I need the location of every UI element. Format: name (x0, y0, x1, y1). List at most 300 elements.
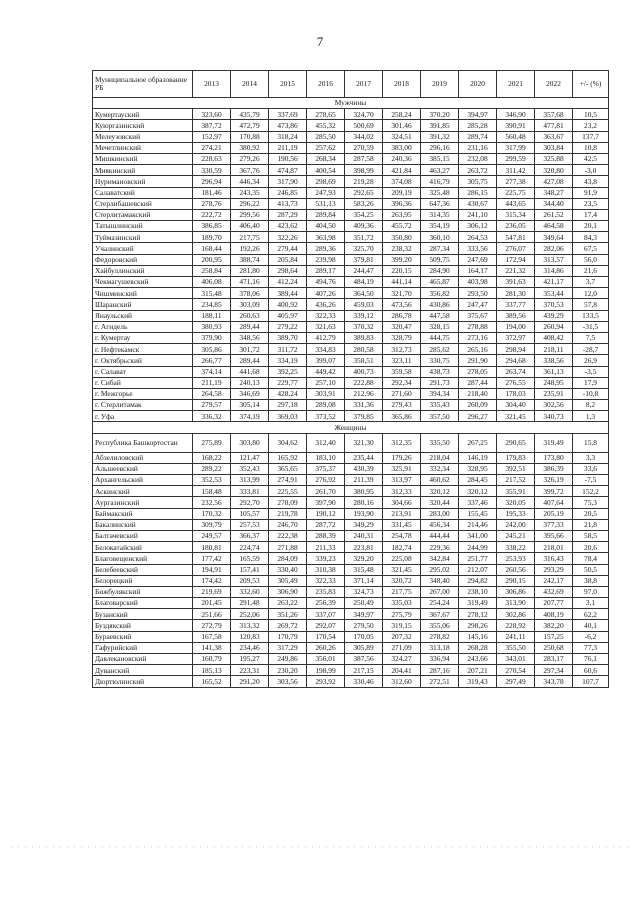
municipality-name: Абзелиловский (93, 452, 193, 463)
change-percent-cell: -31,5 (573, 321, 609, 332)
year-value-cell: 380,95 (345, 486, 383, 497)
year-value-cell: 286,15 (459, 187, 497, 198)
municipality-name: Мечетлинский (93, 142, 193, 153)
table-row (93, 530, 609, 541)
year-value-cell: 279,22 (269, 321, 307, 332)
year-value-cell: 399,20 (383, 254, 421, 265)
municipality-name: Хайбуллинский (93, 265, 193, 276)
year-value-cell: 220,15 (383, 265, 421, 276)
year-value-cell: 296,16 (421, 142, 459, 153)
year-value-cell: 355,06 (421, 620, 459, 631)
year-value-cell: 346,69 (231, 388, 269, 399)
year-value-cell: 249,57 (193, 530, 231, 541)
year-value-cell: 297,34 (535, 665, 573, 676)
municipality-name: г. Агидель (93, 321, 193, 332)
change-percent-cell: 56,0 (573, 254, 609, 265)
year-value-cell: 299,56 (231, 209, 269, 220)
year-value-cell: 403,98 (459, 277, 497, 288)
year-value-cell: 188,11 (193, 310, 231, 321)
table-row (93, 277, 609, 288)
year-value-cell: 472,79 (231, 120, 269, 131)
year-value-cell: 328,95 (459, 463, 497, 474)
year-value-cell: 141,38 (193, 642, 231, 653)
year-value-cell: 152,97 (193, 131, 231, 142)
year-value-cell: 380,93 (193, 321, 231, 332)
year-value-cell: 291,48 (231, 598, 269, 609)
year-value-cell: 459,03 (345, 299, 383, 310)
year-value-cell: 373,52 (307, 411, 345, 422)
year-value-cell: 322,33 (307, 575, 345, 586)
table-row (93, 332, 609, 343)
year-value-cell: 289,08 (307, 400, 345, 411)
year-value-cell: 430,39 (345, 463, 383, 474)
year-value-cell: 298,69 (307, 176, 345, 187)
year-value-cell: 194,00 (497, 321, 535, 332)
year-value-cell: 207,21 (459, 665, 497, 676)
year-value-cell: 473,86 (269, 120, 307, 131)
year-value-cell: 292,34 (383, 377, 421, 388)
table-row (93, 400, 609, 411)
year-value-cell: 446,34 (231, 176, 269, 187)
year-value-cell: 439,29 (535, 310, 573, 321)
change-percent-cell: 23,2 (573, 120, 609, 131)
year-value-cell: 336,32 (193, 411, 231, 422)
year-value-cell: 225,55 (269, 486, 307, 497)
year-value-cell: 225,08 (383, 553, 421, 564)
change-percent-cell: 60,6 (573, 665, 609, 676)
change-percent-cell: 12,0 (573, 288, 609, 299)
year-value-cell: 647,36 (421, 198, 459, 209)
year-value-cell: 366,37 (231, 530, 269, 541)
year-value-cell: 397,90 (307, 497, 345, 508)
year-value-cell: 289,84 (307, 209, 345, 220)
year-value-cell: 260,94 (535, 321, 573, 332)
year-value-cell: 319,43 (459, 676, 497, 687)
year-value-cell: 235,91 (535, 388, 573, 399)
year-value-cell: 336,94 (421, 654, 459, 665)
municipality-name: г. Уфа (93, 411, 193, 422)
table-row (93, 344, 609, 355)
year-value-cell: 500,69 (345, 120, 383, 131)
table-row (93, 209, 609, 220)
municipality-name: Мишкинский (93, 153, 193, 164)
year-value-cell: 321,30 (345, 433, 383, 452)
year-value-cell: 213,91 (383, 508, 421, 519)
year-value-cell: 313,18 (421, 642, 459, 653)
table-row (93, 620, 609, 631)
year-value-cell: 432,69 (535, 586, 573, 597)
year-value-cell: 289,22 (193, 463, 231, 474)
year-value-cell: 242,00 (497, 519, 535, 530)
year-value-cell: 320,12 (459, 486, 497, 497)
municipality-name: г. Межгорье (93, 388, 193, 399)
year-value-cell: 146,19 (459, 452, 497, 463)
year-value-cell: 349,64 (535, 232, 573, 243)
year-value-cell: 330,46 (345, 676, 383, 687)
year-value-cell: 294,82 (459, 575, 497, 586)
year-value-cell: 246,85 (269, 187, 307, 198)
year-value-cell: 408,19 (535, 609, 573, 620)
year-value-cell: 281,30 (497, 288, 535, 299)
year-value-cell: 145,16 (459, 631, 497, 642)
page-number: 7 (316, 34, 324, 49)
year-value-cell: 264,53 (459, 232, 497, 243)
year-value-cell: 396,36 (383, 198, 421, 209)
year-value-cell: 299,59 (497, 153, 535, 164)
year-value-cell: 241,10 (459, 209, 497, 220)
year-value-cell: 319,15 (383, 620, 421, 631)
table-row (93, 631, 609, 642)
year-value-cell: 464,58 (535, 221, 573, 232)
table-row (93, 553, 609, 564)
municipality-name: Шаранский (93, 299, 193, 310)
municipality-name: Кумертауский (93, 109, 193, 120)
year-value-cell: 377,33 (535, 519, 573, 530)
year-value-cell: 315,34 (497, 209, 535, 220)
change-percent-cell: 3,7 (573, 277, 609, 288)
table-row (93, 355, 609, 366)
year-value-cell: 328,79 (383, 332, 421, 343)
year-value-cell: 224,74 (231, 542, 269, 553)
year-value-cell: 350,80 (383, 232, 421, 243)
header-change-percent: +/- (%) (573, 71, 609, 98)
year-value-cell: 449,42 (307, 366, 345, 377)
year-value-cell: 322,33 (307, 310, 345, 321)
year-value-cell: 292,07 (307, 620, 345, 631)
year-value-cell: 168,22 (193, 452, 231, 463)
table-row (93, 221, 609, 232)
year-value-cell: 272,79 (193, 620, 231, 631)
year-value-cell: 352,53 (193, 475, 231, 486)
year-value-cell: 260,26 (307, 642, 345, 653)
year-value-cell: 165,59 (231, 553, 269, 564)
header-year: 2018 (383, 71, 421, 98)
year-value-cell: 238,32 (383, 243, 421, 254)
year-value-cell: 228,63 (193, 153, 231, 164)
table-row (93, 377, 609, 388)
year-value-cell: 221,32 (497, 265, 535, 276)
year-value-cell: 348,40 (421, 575, 459, 586)
municipality-name: Республика Башкортостан (93, 433, 193, 452)
table-row (93, 519, 609, 530)
year-value-cell: 294,68 (497, 355, 535, 366)
header-year: 2020 (459, 71, 497, 98)
year-value-cell: 344,02 (345, 131, 383, 142)
year-value-cell: 225,75 (497, 187, 535, 198)
year-value-cell: 278,09 (269, 497, 307, 508)
municipality-name: Куюргазинский (93, 120, 193, 131)
year-value-cell: 338,22 (497, 542, 535, 553)
change-percent-cell: 133,5 (573, 310, 609, 321)
table-row (93, 586, 609, 597)
year-value-cell: 372,97 (497, 332, 535, 343)
year-value-cell: 211,19 (269, 142, 307, 153)
year-value-cell: 335,03 (383, 598, 421, 609)
table-row (93, 564, 609, 575)
year-value-cell: 392,25 (269, 366, 307, 377)
change-percent-cell: 23,5 (573, 198, 609, 209)
year-value-cell: 360,10 (421, 232, 459, 243)
year-value-cell: 190,56 (269, 153, 307, 164)
year-value-cell: 405,97 (269, 310, 307, 321)
year-value-cell: 218,11 (535, 344, 573, 355)
table-row (93, 131, 609, 142)
year-value-cell: 270,59 (345, 142, 383, 153)
table-row (93, 609, 609, 620)
year-value-cell: 272,51 (421, 676, 459, 687)
year-value-cell: 358,51 (345, 355, 383, 366)
year-value-cell: 387,56 (345, 654, 383, 665)
year-value-cell: 270,54 (497, 665, 535, 676)
year-value-cell: 547,81 (497, 232, 535, 243)
table-row (93, 463, 609, 474)
year-value-cell: 314,86 (535, 265, 573, 276)
year-value-cell: 348,56 (231, 332, 269, 343)
year-value-cell: 289,17 (307, 265, 345, 276)
change-percent-cell: 84,3 (573, 232, 609, 243)
year-value-cell: 155,45 (459, 508, 497, 519)
year-value-cell: 263,95 (383, 209, 421, 220)
year-value-cell: 121,47 (231, 452, 269, 463)
year-value-cell: 285,50 (307, 131, 345, 142)
municipality-name: Балтачевский (93, 530, 193, 541)
year-value-cell: 321,70 (383, 288, 421, 299)
table-row (93, 366, 609, 377)
year-value-cell: 355,91 (497, 486, 535, 497)
year-value-cell: 395,66 (535, 530, 573, 541)
year-value-cell: 494,76 (307, 277, 345, 288)
year-value-cell: 214,46 (459, 519, 497, 530)
year-value-cell: 285,62 (421, 344, 459, 355)
year-value-cell: 232,56 (193, 497, 231, 508)
year-value-cell: 343,01 (497, 654, 535, 665)
change-percent-cell: 50,5 (573, 564, 609, 575)
year-value-cell: 303,84 (535, 142, 573, 153)
year-value-cell: 289,36 (307, 243, 345, 254)
year-value-cell: 324,73 (345, 586, 383, 597)
year-value-cell: 332,60 (231, 586, 269, 597)
year-value-cell: 363,67 (535, 131, 573, 142)
year-value-cell: 217,52 (497, 475, 535, 486)
change-percent-cell: -7,5 (573, 475, 609, 486)
year-value-cell: 261,70 (307, 486, 345, 497)
year-value-cell: 455,32 (307, 120, 345, 131)
table-row (93, 165, 609, 176)
year-value-cell: 245,21 (497, 530, 535, 541)
year-value-cell: 305,14 (231, 400, 269, 411)
year-value-cell: 309,79 (193, 519, 231, 530)
year-value-cell: 382,20 (535, 620, 573, 631)
table-row (93, 654, 609, 665)
municipality-name: Татышлинский (93, 221, 193, 232)
year-value-cell: 331,36 (345, 400, 383, 411)
change-percent-cell: 43,8 (573, 176, 609, 187)
year-value-cell: 391,32 (421, 131, 459, 142)
year-value-cell: 211,19 (193, 377, 231, 388)
year-value-cell: 241,11 (497, 631, 535, 642)
year-value-cell: 289,74 (459, 131, 497, 142)
table-row (93, 497, 609, 508)
year-value-cell: 193,90 (345, 508, 383, 519)
year-value-cell: 269,72 (269, 620, 307, 631)
year-value-cell: 325,88 (535, 153, 573, 164)
year-value-cell: 412,24 (269, 277, 307, 288)
year-value-cell: 275,79 (383, 609, 421, 620)
year-value-cell: 349,97 (345, 609, 383, 620)
year-value-cell: 370,20 (421, 109, 459, 120)
year-value-cell: 211,33 (307, 542, 345, 553)
year-value-cell: 355,50 (497, 642, 535, 653)
year-value-cell: 276,07 (497, 243, 535, 254)
year-value-cell: 330,75 (421, 355, 459, 366)
change-percent-cell: -10,8 (573, 388, 609, 399)
year-value-cell: 268,28 (459, 642, 497, 653)
table-row (93, 288, 609, 299)
year-value-cell: 365,86 (383, 411, 421, 422)
year-value-cell: 290,65 (497, 433, 535, 452)
year-value-cell: 178,03 (497, 388, 535, 399)
table-row (93, 642, 609, 653)
year-value-cell: 288,39 (307, 530, 345, 541)
municipality-name: Благоварский (93, 598, 193, 609)
year-value-cell: 406,08 (193, 277, 231, 288)
year-value-cell: 531,13 (307, 198, 345, 209)
section-row (93, 422, 609, 433)
year-value-cell: 323,60 (193, 109, 231, 120)
year-value-cell: 182,74 (383, 542, 421, 553)
table-row (93, 452, 609, 463)
table-row (93, 575, 609, 586)
table-row (93, 109, 609, 120)
year-value-cell: 222,88 (345, 377, 383, 388)
municipality-name: Буздякский (93, 620, 193, 631)
year-value-cell: 413,73 (269, 198, 307, 209)
year-value-cell: 443,65 (497, 198, 535, 209)
year-value-cell: 324,70 (345, 109, 383, 120)
year-value-cell: 231,16 (459, 142, 497, 153)
municipality-name: Архангельский (93, 475, 193, 486)
year-value-cell: 361,13 (535, 366, 573, 377)
year-value-cell: 354,19 (421, 221, 459, 232)
table-body (93, 98, 609, 688)
table-row (93, 198, 609, 209)
municipality-name: Учалинский (93, 243, 193, 254)
change-percent-cell: -28,7 (573, 344, 609, 355)
year-value-cell: 416,79 (421, 176, 459, 187)
year-value-cell: 234,46 (231, 642, 269, 653)
year-value-cell: 330,40 (269, 564, 307, 575)
table-row (93, 243, 609, 254)
year-value-cell: 251,66 (193, 609, 231, 620)
scan-artifact-line (8, 846, 632, 848)
year-value-cell: 375,37 (307, 463, 345, 474)
municipality-name: Дуванский (93, 665, 193, 676)
year-value-cell: 287,29 (269, 209, 307, 220)
year-value-cell: 290,15 (497, 575, 535, 586)
year-value-cell: 333,56 (459, 243, 497, 254)
year-value-cell: 173,80 (535, 452, 573, 463)
header-year: 2013 (193, 71, 231, 98)
year-value-cell: 315,48 (345, 564, 383, 575)
municipality-name: г. Кумертау (93, 332, 193, 343)
year-value-cell: 205,19 (535, 508, 573, 519)
year-value-cell: 284,45 (459, 475, 497, 486)
year-value-cell: 120,83 (231, 631, 269, 642)
year-value-cell: 427,08 (535, 176, 573, 187)
year-value-cell: 354,25 (345, 209, 383, 220)
year-value-cell: 265,16 (459, 344, 497, 355)
year-value-cell: 285,28 (459, 120, 497, 131)
year-value-cell: 329,20 (345, 553, 383, 564)
year-value-cell: 394,97 (459, 109, 497, 120)
year-value-cell: 219,69 (193, 586, 231, 597)
municipality-name: Гафурийский (93, 642, 193, 653)
municipality-name: Миякинский (93, 165, 193, 176)
year-value-cell: 455,72 (383, 221, 421, 232)
year-value-cell: 230,20 (269, 665, 307, 676)
year-value-cell: 180,81 (193, 542, 231, 553)
year-value-cell: 321,45 (383, 564, 421, 575)
year-value-cell: 330,59 (193, 165, 231, 176)
year-value-cell: 367,76 (231, 165, 269, 176)
year-value-cell: 321,63 (307, 321, 345, 332)
municipality-name: Чекмагушевский (93, 277, 193, 288)
year-value-cell: 430,86 (421, 299, 459, 310)
year-value-cell: 284,90 (421, 265, 459, 276)
table-row (93, 176, 609, 187)
year-value-cell: 357,50 (421, 411, 459, 422)
year-value-cell: 223,31 (231, 665, 269, 676)
year-value-cell: 313,32 (231, 620, 269, 631)
year-value-cell: 423,62 (269, 221, 307, 232)
municipality-name: Федоровский (93, 254, 193, 265)
year-value-cell: 271,09 (383, 642, 421, 653)
year-value-cell: 465,87 (421, 277, 459, 288)
section-title: Женщины (93, 422, 609, 433)
year-value-cell: 583,26 (345, 198, 383, 209)
municipality-name: Янаульский (93, 310, 193, 321)
year-value-cell: 267,25 (459, 433, 497, 452)
change-percent-cell: 3,3 (573, 452, 609, 463)
year-value-cell: 326,19 (535, 475, 573, 486)
year-value-cell: 257,53 (231, 519, 269, 530)
year-value-cell: 239,98 (307, 254, 345, 265)
year-value-cell: 185,13 (193, 665, 231, 676)
table-row (93, 120, 609, 131)
year-value-cell: 312,73 (383, 344, 421, 355)
year-value-cell: 287,72 (307, 519, 345, 530)
municipality-name: г. Стерлитамак (93, 400, 193, 411)
year-value-cell: 183,10 (307, 452, 345, 463)
year-value-cell: 430,67 (459, 198, 497, 209)
year-value-cell: 387,72 (193, 120, 231, 131)
year-value-cell: 441,14 (383, 277, 421, 288)
municipality-name: г. Октябрьский (93, 355, 193, 366)
year-value-cell: 353,44 (535, 288, 573, 299)
year-value-cell: 249,86 (269, 654, 307, 665)
year-value-cell: 293,50 (459, 288, 497, 299)
year-value-cell: 189,70 (193, 232, 231, 243)
year-value-cell: 170,88 (231, 131, 269, 142)
year-value-cell: 460,62 (421, 475, 459, 486)
year-value-cell: 316,43 (535, 553, 573, 564)
year-value-cell: 297,49 (497, 676, 535, 687)
change-percent-cell: 10,5 (573, 109, 609, 120)
year-value-cell: 254,24 (421, 598, 459, 609)
header-year: 2019 (421, 71, 459, 98)
municipality-name: Салаватский (93, 187, 193, 198)
year-value-cell: 268,34 (307, 153, 345, 164)
